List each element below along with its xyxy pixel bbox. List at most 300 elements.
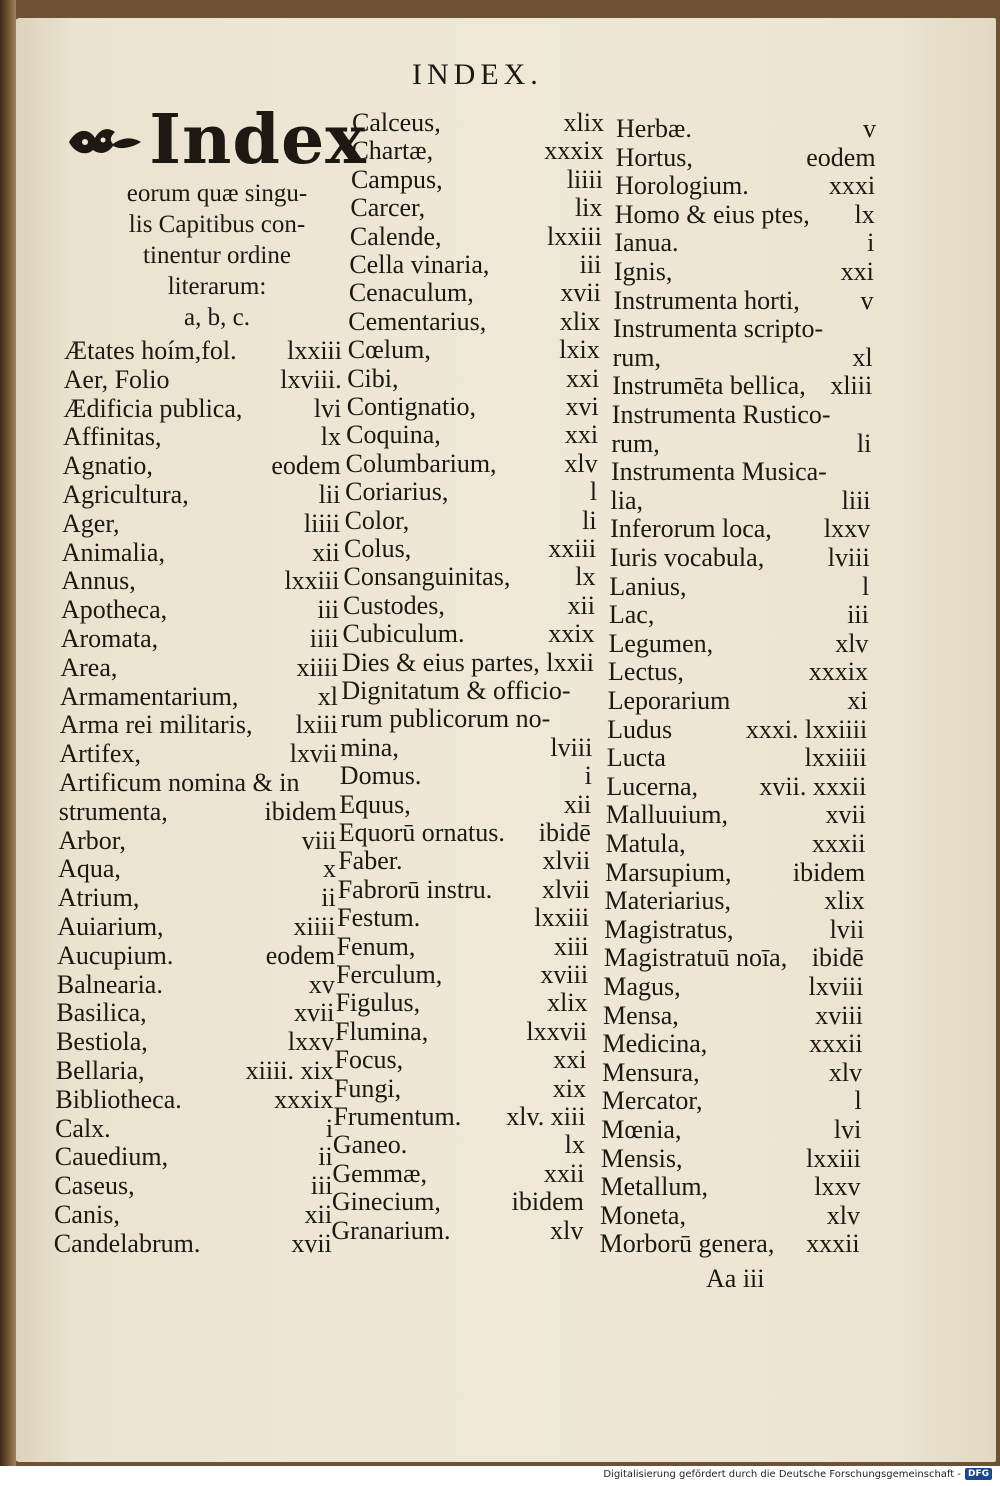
index-entry-term: Armamentarium, bbox=[60, 681, 239, 711]
index-subtitle-line: literarum: bbox=[167, 273, 267, 300]
index-entry-term: Arbor, bbox=[58, 825, 126, 855]
index-entry-folio: xi bbox=[847, 686, 868, 715]
index-entry-folio: eodem bbox=[265, 940, 336, 970]
index-entry bbox=[333, 1102, 585, 1132]
index-entry-term: rum, bbox=[611, 428, 660, 458]
index-entry bbox=[332, 1159, 584, 1189]
index-entry-term: Homo & eius ptes, bbox=[614, 199, 810, 229]
index-entry bbox=[335, 1017, 587, 1047]
index-entry-term: Aromata, bbox=[60, 624, 159, 653]
index-entry-folio: xiiii bbox=[293, 912, 336, 941]
index-entry bbox=[58, 826, 336, 856]
index-entry bbox=[331, 1216, 583, 1246]
index-entry-term: mina, bbox=[340, 732, 399, 762]
index-entry bbox=[350, 193, 602, 223]
index-entry-term: Cella vinaria, bbox=[349, 250, 490, 279]
index-entry-folio: xxxi. lxxiiii bbox=[745, 714, 868, 744]
index-entry-term: Ager, bbox=[62, 508, 120, 538]
index-entry bbox=[607, 743, 867, 773]
index-entry bbox=[346, 449, 598, 479]
index-entry-term: Balnearia. bbox=[56, 969, 163, 999]
index-entry-folio: xxi bbox=[553, 1045, 587, 1075]
index-entry-folio: lvi bbox=[833, 1115, 862, 1144]
index-entry-term: Area, bbox=[60, 652, 118, 682]
index-entry-folio: lxiii bbox=[295, 710, 338, 740]
index-entry-folio: iii bbox=[847, 600, 869, 630]
index-entry bbox=[606, 800, 866, 830]
index-entry-term: Magus, bbox=[603, 972, 681, 1001]
index-entry-folio: xii bbox=[563, 789, 592, 819]
index-entry-term: Custodes, bbox=[342, 590, 445, 620]
index-entry bbox=[59, 768, 337, 798]
index-entry bbox=[607, 715, 867, 745]
index-entry-folio: lxvii bbox=[289, 739, 338, 769]
index-entry-term: Horologium. bbox=[615, 171, 749, 201]
index-entry-folio: xxi bbox=[564, 420, 599, 450]
index-subtitle-line: eorum quæ singu- bbox=[126, 180, 308, 207]
index-entry bbox=[58, 883, 336, 913]
index-entry-term: rum publicorum no- bbox=[340, 704, 551, 734]
index-entry-term: Dies & eius partes, bbox=[341, 647, 540, 677]
index-entry bbox=[54, 1229, 332, 1259]
index-entry bbox=[613, 343, 873, 373]
index-entry-folio: ii bbox=[321, 883, 336, 913]
index-entry-folio: xxiii bbox=[548, 534, 597, 563]
index-entry bbox=[602, 1086, 862, 1116]
index-entry bbox=[616, 114, 876, 144]
index-entry-folio: lvii bbox=[829, 914, 865, 944]
index-title-word: Index bbox=[149, 100, 367, 180]
index-entry bbox=[605, 886, 865, 916]
index-entry bbox=[339, 818, 591, 848]
index-entry-folio: xviii bbox=[540, 960, 589, 989]
index-entry-term: Consanguinitas, bbox=[343, 562, 511, 592]
index-entry bbox=[341, 676, 593, 706]
index-entry-term: Hortus, bbox=[615, 142, 693, 172]
index-entry-term: Lac, bbox=[608, 600, 655, 630]
index-entry-term: Auiarium, bbox=[57, 912, 164, 941]
index-entry bbox=[613, 314, 873, 344]
index-entry-folio: xxi bbox=[840, 257, 874, 286]
index-entry bbox=[60, 653, 338, 683]
index-entry bbox=[333, 1130, 585, 1160]
index-entry-term: Calx. bbox=[55, 1113, 111, 1143]
index-entry-folio: viii bbox=[301, 825, 337, 855]
index-entry-term: Cauedium, bbox=[54, 1142, 169, 1172]
index-entry-term: Magistratuū noīa, bbox=[603, 943, 788, 973]
index-entry-term: Mercator, bbox=[601, 1086, 703, 1116]
index-entry bbox=[603, 1001, 863, 1031]
index-entry-folio: xlix bbox=[824, 886, 865, 916]
index-entry-folio: xiiii. xix bbox=[245, 1056, 334, 1085]
index-entry bbox=[350, 222, 602, 252]
index-entry-folio: lx bbox=[854, 199, 875, 229]
index-entry-folio: v bbox=[863, 114, 876, 143]
index-entry-term: Marsupium, bbox=[605, 857, 732, 887]
index-entry-term: Chartæ, bbox=[351, 136, 434, 166]
index-entry-folio: lx bbox=[575, 562, 596, 592]
index-entry-folio: l bbox=[854, 1086, 862, 1116]
index-entry-folio: l bbox=[589, 477, 598, 507]
index-entry bbox=[332, 1187, 584, 1217]
index-entry-term: Lucta bbox=[606, 743, 666, 773]
index-title bbox=[62, 100, 372, 180]
index-entry bbox=[610, 514, 870, 544]
index-entry-folio bbox=[866, 400, 872, 430]
index-entry-term: Lectus, bbox=[608, 657, 684, 687]
index-entry bbox=[612, 371, 872, 401]
index-entry bbox=[345, 477, 597, 507]
index-entry-term: Animalia, bbox=[61, 537, 165, 567]
index-entry-term: Lanius, bbox=[609, 571, 687, 601]
index-entry-term: Bibliotheca. bbox=[55, 1084, 182, 1114]
index-entry bbox=[349, 278, 601, 308]
dfg-logo: DFG bbox=[965, 1468, 992, 1480]
index-entry-term: lia, bbox=[610, 485, 644, 515]
index-entry-term: Carcer, bbox=[350, 193, 426, 223]
index-entry bbox=[347, 364, 599, 394]
index-entry-folio: lxxiii bbox=[534, 903, 590, 933]
index-entry bbox=[600, 1172, 860, 1202]
index-entry bbox=[610, 543, 870, 573]
index-entry-term: Granarium. bbox=[331, 1215, 451, 1245]
index-entry-folio bbox=[587, 704, 593, 734]
index-entry-folio: iii bbox=[317, 595, 340, 625]
index-entry-folio: ibidē bbox=[811, 943, 864, 973]
index-entry-folio: lx bbox=[320, 422, 341, 452]
index-subtitle-line: a, b, c. bbox=[184, 304, 250, 331]
index-entry-folio: xxxi bbox=[828, 171, 876, 201]
index-entry-folio: xv bbox=[308, 969, 335, 999]
index-entry-term: Columbarium, bbox=[345, 448, 497, 478]
index-entry-term: Equorū ornatus. bbox=[338, 818, 505, 847]
index-entry-term: Calende, bbox=[349, 221, 442, 251]
index-entry-folio: xii bbox=[567, 590, 595, 620]
index-entry bbox=[338, 846, 590, 876]
index-entry-term: Annus, bbox=[61, 566, 136, 596]
index-subtitle-line: lis Capitibus con- bbox=[128, 211, 306, 238]
index-entry-term: Cementarius, bbox=[348, 306, 487, 336]
index-entry bbox=[56, 1056, 334, 1086]
index-entry-folio: xviii bbox=[815, 1000, 863, 1030]
index-entry bbox=[348, 335, 600, 365]
index-entry-term: Mensa, bbox=[602, 1000, 679, 1030]
index-entry-folio: lx bbox=[564, 1130, 585, 1160]
index-entry-folio: xl bbox=[317, 681, 339, 711]
index-entry bbox=[344, 562, 596, 592]
index-entry bbox=[344, 534, 596, 564]
index-entry bbox=[615, 171, 875, 201]
index-entry bbox=[60, 682, 338, 712]
index-entry bbox=[62, 538, 340, 568]
index-entry-term: Ignis, bbox=[613, 257, 673, 286]
index-entry bbox=[601, 1115, 861, 1145]
index-entry-folio: xlv bbox=[826, 1200, 861, 1230]
index-entry bbox=[57, 941, 335, 971]
index-entry bbox=[337, 932, 589, 962]
index-entry bbox=[57, 970, 335, 1000]
index-entry-term: Bestiola, bbox=[56, 1027, 148, 1057]
index-entry-term: Fenum, bbox=[336, 931, 416, 961]
index-entry-term: Coquina, bbox=[346, 420, 441, 450]
index-entry-folio: xxxix bbox=[808, 657, 869, 687]
index-entry-term: Lucerna, bbox=[606, 771, 698, 801]
index-entry-folio: liiii bbox=[303, 508, 341, 538]
index-entry bbox=[339, 790, 591, 820]
index-entry bbox=[55, 1114, 333, 1144]
index-entry bbox=[606, 772, 866, 802]
index-entry-folio: xxxii bbox=[812, 829, 866, 858]
index-entry-folio: i bbox=[584, 761, 592, 791]
index-entry bbox=[54, 1171, 332, 1201]
index-entry bbox=[341, 704, 593, 734]
index-entry bbox=[608, 657, 868, 687]
index-entry bbox=[347, 392, 599, 422]
index-entry-term: Equus, bbox=[339, 789, 411, 819]
index-entry-term: Instrumenta scripto- bbox=[613, 314, 824, 344]
index-entry-folio: xvii bbox=[560, 278, 601, 308]
index-subtitle bbox=[62, 178, 372, 333]
index-entry bbox=[600, 1229, 860, 1259]
index-entry bbox=[605, 858, 865, 888]
index-entry-folio: v bbox=[860, 285, 874, 315]
index-entry-folio: lii bbox=[318, 480, 341, 509]
index-entry bbox=[614, 257, 874, 287]
index-entry bbox=[611, 429, 871, 459]
index-entry bbox=[342, 648, 594, 678]
index-entry-term: Ginecium, bbox=[331, 1187, 441, 1217]
index-entry-folio: xxxix bbox=[544, 136, 604, 166]
index-entry-folio: xiiii bbox=[296, 652, 339, 682]
index-entry-term: Metallum, bbox=[600, 1172, 709, 1202]
index-entry bbox=[608, 629, 868, 659]
book-spine bbox=[0, 0, 16, 1466]
index-entry bbox=[54, 1200, 332, 1230]
index-entry-term: Apotheca, bbox=[61, 595, 168, 625]
index-entry-folio: li bbox=[856, 428, 872, 458]
index-entry-term: Legumen, bbox=[608, 628, 714, 658]
index-entry-folio: xix bbox=[552, 1073, 586, 1103]
index-entry-folio: xlv bbox=[550, 1215, 584, 1245]
index-entry-term: Bellaria, bbox=[55, 1056, 145, 1085]
index-entry-term: Contignatio, bbox=[346, 392, 476, 421]
index-entry-term: Flumina, bbox=[335, 1016, 429, 1046]
index-entry-term: rum, bbox=[612, 342, 662, 372]
index-entry bbox=[613, 286, 873, 316]
index-entry-folio: lviii bbox=[827, 543, 870, 572]
index-entry-term: Affinitas, bbox=[63, 422, 162, 452]
index-entry-folio: lxxiii bbox=[287, 336, 342, 365]
index-entry bbox=[340, 733, 592, 763]
index-entry-term: Magistratus, bbox=[604, 914, 734, 944]
index-entry-folio: liii bbox=[841, 485, 871, 515]
index-entry bbox=[337, 903, 589, 933]
index-entry bbox=[55, 1085, 333, 1115]
index-entry bbox=[59, 739, 337, 769]
index-entry-folio: lxviii bbox=[808, 972, 864, 1001]
index-entry bbox=[606, 829, 866, 859]
index-entry-term: Aer, Folio bbox=[63, 364, 170, 394]
index-entry-term: Matula, bbox=[605, 829, 686, 858]
index-entry-folio: lviii bbox=[550, 732, 593, 762]
index-entry-folio: xlix bbox=[547, 988, 588, 1018]
index-entry-term: Malluuium, bbox=[605, 800, 728, 830]
index-entry-term: Domus. bbox=[339, 761, 422, 791]
index-entry bbox=[611, 486, 871, 516]
index-entry-folio: x bbox=[323, 854, 337, 884]
index-entry-folio: xliii bbox=[830, 371, 873, 401]
index-entry-term: Fungi, bbox=[333, 1073, 402, 1103]
index-entry-folio: iii bbox=[310, 1171, 333, 1201]
index-entry-folio: lxxiiii bbox=[804, 743, 867, 773]
index-entry bbox=[608, 686, 868, 716]
index-entry-term: Fabrorū instru. bbox=[337, 874, 493, 904]
index-entry-term: Aqua, bbox=[58, 854, 121, 884]
index-entry-term: Coriarius, bbox=[345, 477, 449, 507]
index-entry-term: Aucupium. bbox=[57, 940, 174, 970]
footer-credit-text: Digitalisierung gefördert durch die Deutsche Forschungsgemeinschaft - bbox=[603, 1468, 961, 1480]
index-entry bbox=[338, 875, 590, 905]
index-entry-folio: lxxv bbox=[814, 1172, 861, 1202]
index-entry-folio: ibidem bbox=[264, 796, 337, 826]
signature-mark: Aa iii bbox=[706, 1264, 765, 1293]
index-entry bbox=[56, 998, 334, 1028]
index-entry-term: Cœlum, bbox=[347, 335, 431, 365]
index-entry-folio: xlix bbox=[559, 306, 601, 336]
index-entry-term: Colus, bbox=[344, 534, 412, 563]
index-entry-term: Faber. bbox=[338, 846, 403, 876]
index-entry bbox=[64, 365, 342, 395]
index-entry-folio: xlv. xiii bbox=[506, 1102, 586, 1131]
index-entry bbox=[604, 915, 864, 945]
index-entry-folio bbox=[587, 676, 593, 706]
index-entry bbox=[615, 200, 875, 230]
index-entry bbox=[60, 710, 338, 740]
index-entry-term: Calceus, bbox=[352, 108, 441, 137]
index-entry bbox=[55, 1142, 333, 1172]
index-entry-folio: ibidem bbox=[511, 1187, 584, 1217]
index-entry-term: Cubiculum. bbox=[342, 619, 465, 649]
index-entry bbox=[63, 394, 341, 424]
index-entry-folio: lxxv bbox=[823, 514, 871, 544]
index-entry bbox=[604, 943, 864, 973]
index-entry-term: Color, bbox=[344, 505, 410, 535]
index-entry-folio: xvii bbox=[825, 800, 866, 830]
index-entry-folio: xlix bbox=[563, 108, 604, 137]
index-entry-folio: xvii bbox=[293, 998, 335, 1028]
index-entry-folio: lvi bbox=[313, 393, 342, 423]
index-entry-term: Agnatio, bbox=[62, 451, 153, 481]
index-entry-term: Canis, bbox=[54, 1200, 120, 1229]
index-entry bbox=[351, 165, 603, 195]
index-entry-term: Figulus, bbox=[335, 988, 421, 1018]
index-entry-folio: eodem bbox=[271, 451, 341, 481]
index-entry bbox=[61, 566, 339, 596]
index-entry-term: Ludus bbox=[607, 714, 673, 744]
index-entry bbox=[61, 595, 339, 625]
index-entry-folio: ibidē bbox=[538, 818, 591, 847]
index-entry-folio: xlv bbox=[564, 448, 598, 478]
index-entry bbox=[61, 624, 339, 654]
index-entry bbox=[62, 509, 340, 539]
index-entry-folio bbox=[331, 768, 337, 798]
index-entry bbox=[334, 1074, 586, 1104]
index-subtitle-line: tinentur ordine bbox=[143, 242, 291, 269]
footer-credit bbox=[603, 1468, 992, 1480]
index-entry-term: Herbæ. bbox=[616, 114, 692, 143]
index-entry bbox=[336, 960, 588, 990]
index-entry-term: Inferorum loca, bbox=[610, 514, 772, 544]
index-entry bbox=[351, 136, 603, 166]
index-entry-folio: lxxiii bbox=[546, 221, 602, 251]
index-entry-folio: xlv bbox=[828, 1057, 863, 1087]
index-entry-folio: xlvii bbox=[542, 874, 590, 904]
index-entry-term: Caseus, bbox=[54, 1171, 135, 1201]
index-entry bbox=[64, 336, 342, 366]
index-entry-folio: eodem bbox=[806, 142, 876, 172]
index-entry-folio: i bbox=[867, 228, 875, 258]
index-entry-term: Ætates hoím,fol. bbox=[64, 336, 237, 365]
index-entry-term: Atrium, bbox=[57, 883, 140, 913]
index-entry-term: Festum. bbox=[337, 903, 421, 933]
index-entry-term: Focus, bbox=[334, 1045, 404, 1075]
index-entry bbox=[343, 591, 595, 621]
fleuron-ornament-icon bbox=[67, 120, 143, 160]
index-entry-term: Cibi, bbox=[347, 363, 399, 393]
index-entry bbox=[340, 761, 592, 791]
index-entry bbox=[346, 420, 598, 450]
index-title-block bbox=[62, 100, 372, 333]
index-entry bbox=[63, 451, 341, 481]
index-entry-folio bbox=[867, 314, 873, 344]
index-entry-folio: liiii bbox=[566, 164, 603, 194]
index-entry-term: Instrumēta bellica, bbox=[612, 371, 806, 401]
index-entry-term: Leporarium bbox=[607, 686, 731, 715]
index-entry-folio: xii bbox=[312, 537, 340, 567]
index-entry bbox=[614, 228, 874, 258]
index-entry bbox=[342, 619, 594, 649]
index-entry-folio: lxxii bbox=[546, 647, 594, 677]
index-entry-folio: xl bbox=[852, 342, 873, 372]
index-entry bbox=[349, 250, 601, 280]
index-entry-term: Artificum nomina & in bbox=[59, 768, 300, 797]
index-entry-term: Mensura, bbox=[602, 1057, 700, 1087]
index-entry-term: Moneta, bbox=[600, 1200, 686, 1230]
index-entry bbox=[611, 457, 871, 487]
index-entry-folio: xxxii bbox=[806, 1229, 860, 1259]
index-entry-term: Ferculum, bbox=[336, 960, 443, 989]
index-entry-term: Frumentum. bbox=[333, 1102, 462, 1131]
index-entry-term: Ædificia publica, bbox=[63, 393, 243, 423]
index-entry-term: Agricultura, bbox=[62, 480, 189, 509]
index-entry-term: Dignitatum & officio- bbox=[341, 676, 571, 705]
index-entry-folio: xlv bbox=[835, 628, 869, 658]
index-entry-folio: xiii bbox=[553, 931, 589, 961]
index-entry-folio: xvii. xxxii bbox=[759, 771, 867, 801]
index-entry-term: Ganeo. bbox=[332, 1130, 408, 1160]
index-entry-folio: xvi bbox=[565, 392, 599, 421]
index-entry-term: Candelabrum. bbox=[53, 1228, 201, 1258]
index-entry bbox=[602, 1058, 862, 1088]
index-entry-folio: xxi bbox=[565, 363, 600, 393]
index-entry-term: Cenaculum, bbox=[348, 278, 474, 308]
index-entry bbox=[616, 143, 876, 173]
index-entry-term: Arma rei militaris, bbox=[59, 710, 253, 740]
index-entry-term: Artifex, bbox=[59, 739, 141, 769]
index-entry-term: Mœnia, bbox=[601, 1115, 682, 1144]
index-entry-folio: xxxix bbox=[274, 1084, 334, 1114]
index-entry bbox=[56, 1027, 334, 1057]
